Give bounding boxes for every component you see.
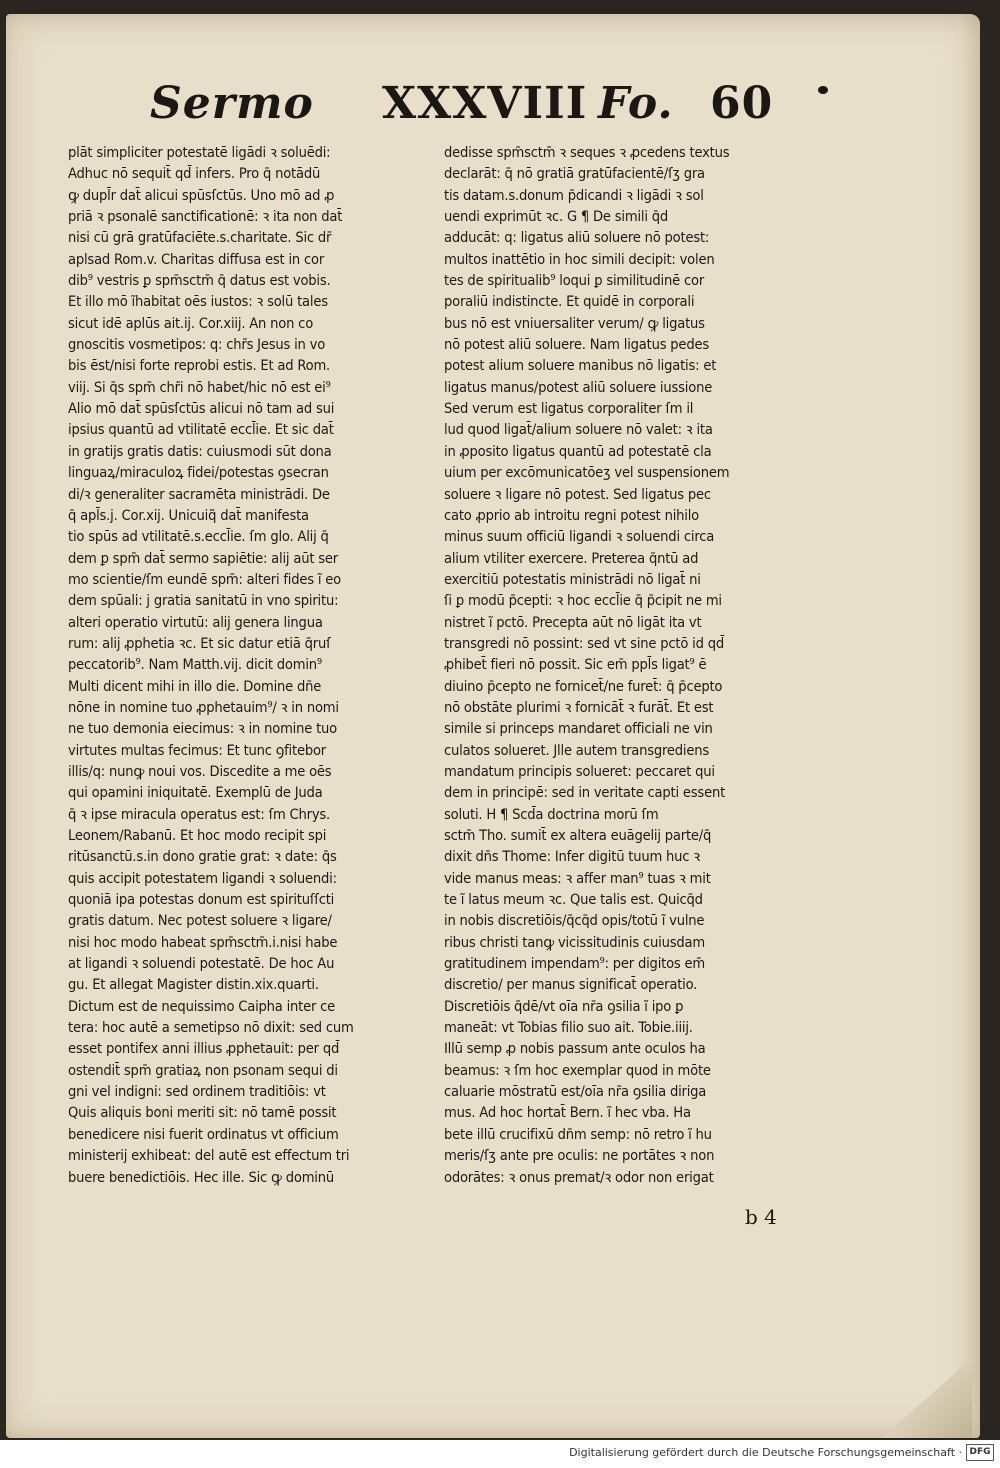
text-line: uendi exprimūt ꝛc. G ¶ De simili q̄d xyxy=(444,208,669,226)
text-line: Multi dicent mihi in illo die. Domine dn̄e xyxy=(68,677,322,695)
text-line: sicut idē aplūs ait.ij. Cor.xiij. An non co xyxy=(68,314,314,332)
text-line: alteri operatio virtutū: alij genera lingua xyxy=(68,613,323,631)
text-line: uium per excōmunicatōeʒ vel suspensionem xyxy=(444,464,730,482)
text-line: gratis datum. Nec potest soluere ꝛ ligare/ xyxy=(68,912,332,930)
text-line: meris/ſʒ ante pre oculis: ne portātes ꝛ non xyxy=(444,1147,715,1165)
text-line: bis ēst/nisi forte reprobi estis. Et ad Rom. xyxy=(68,357,331,375)
text-line: nisi cū grā gratūfaciēte.s.charitate. Sic dr̄ xyxy=(68,229,332,247)
text-line: soluti. H ¶ Scd̄a doctrina morū ſm xyxy=(444,805,659,823)
text-line: aplsad Rom.v. Charitas diffusa est in cor xyxy=(68,250,325,268)
text-line: vide manus meas: ꝛ affer man⁹ tuas ꝛ mit xyxy=(444,869,711,887)
text-line: in nobis discretiōis/q̄cq̄d opis/totū ĩ vulne xyxy=(444,912,705,930)
text-line: caluarie mōstratū est/oīa nr̄a ꝯsilia diriga xyxy=(444,1083,707,1101)
dfg-logo: DFG xyxy=(966,1444,994,1461)
text-line: potest alium soluere manibus nō ligatis: et xyxy=(444,357,717,375)
running-head-folio-label: Fo. xyxy=(598,78,674,129)
text-line: Illū semp ꝓ nobis passum ante oculos ha xyxy=(444,1040,706,1058)
text-line: culatos solueret. Jlle autem transgrediens xyxy=(444,741,710,759)
folio-number: 60 xyxy=(710,78,774,129)
text-line: ſi ꝑ modū p̄cepti: ꝛ hoc eccl̄ie q̄ p̄cipit ne mi xyxy=(444,592,722,610)
text-line: adducāt: q: ligatus aliū soluere nō potest: xyxy=(444,229,710,247)
text-line: priā ꝛ psonalē sanctificationē: ꝛ ita non dat̄ xyxy=(68,208,343,226)
text-line: dem ꝑ spm̄ dat̄ sermo sapiētie: alij aūt ser xyxy=(68,549,338,567)
text-line: buere benedictiōis. Hec ille. Sic ꝙ dominū xyxy=(68,1168,335,1186)
text-line: diuino p̄cepto ne fornicet̄/ne furet̄: q̄ p̄cepto xyxy=(444,677,723,695)
text-line: Leonem/Rabanū. Et hoc modo recipit spi xyxy=(68,827,327,844)
text-line: tera: hoc autē a semetipso nō dixit: sed cum xyxy=(68,1019,354,1037)
text-line: rum: alij ꝓphetia ꝛc. Et sic datur etiā q̄ruſ xyxy=(68,634,331,652)
text-line: bete illū crucifixū dn̄m semp: nō retro ĩ hu xyxy=(444,1125,712,1143)
running-head xyxy=(150,78,800,138)
text-column-right xyxy=(444,142,816,1188)
text-line: Dictum est de nequissimo Caipha inter ce xyxy=(68,997,336,1015)
text-line: q̄ ꝛ ipse miracula operatus est: ſm Chrys. xyxy=(68,805,331,823)
text-line: dib⁹ vestris ꝑ spm̄sctm̄ q̄ datus est vobis. xyxy=(68,272,331,290)
text-line: soluere ꝛ ligare nō potest. Sed ligatus pec xyxy=(444,485,711,503)
text-line: ipsius quantū ad vtilitatē eccl̄ie. Et sic dat̄ xyxy=(68,421,334,439)
text-line: Et illo mō ĩhabitat oēs iustos: ꝛ solū tales xyxy=(68,293,328,311)
text-column-left xyxy=(68,142,430,1188)
running-head-sermon-number: XXXVIII xyxy=(382,78,588,129)
text-line: gnoscitis vosmetipos: q: chr̄s Jesus in vo xyxy=(68,336,326,354)
text-line: virtutes multas fecimus: Et tunc ꝯfitebor xyxy=(68,741,326,759)
text-line: bus nō est vniuersaliter verum/ ꝙ ligatus xyxy=(444,314,705,332)
text-line: simile si princeps mandaret officiali ne vin xyxy=(444,720,713,738)
text-line: viij. Si q̄s spm̄ chr̄i nō habet/hic nō est ei⁹ xyxy=(68,378,331,396)
text-line: alium vtiliter exercere. Preterea q̄ntū ad xyxy=(444,549,699,567)
text-line: in gratijs gratis datis: cuiusmodi sūt dona xyxy=(68,442,332,460)
text-line: di/ꝛ generaliter sacramēta ministrādi. De xyxy=(68,485,330,503)
text-line: dem in principē: sed in veritate capti essent xyxy=(444,784,726,802)
text-line: linguaꝝ/miraculoꝝ fidei/potestas ꝯsecran xyxy=(68,464,329,482)
text-line: multos inattētio in hoc simili decipit: volen xyxy=(444,250,715,268)
text-line: Sed verum est ligatus corporaliter ſm il xyxy=(444,400,694,418)
text-line: quoniā ipa potestas donum est spirituſſcti xyxy=(68,891,335,909)
text-line: nisi hoc modo habeat spm̄sctm̄.i.nisi habe xyxy=(68,933,338,951)
running-head-title: Sermo xyxy=(150,78,314,129)
text-line: benedicere nisi fuerit ordinatus vt officium xyxy=(68,1125,339,1143)
text-line: quis accipit potestatem ligandi ꝛ soluendi: xyxy=(68,869,337,887)
text-line: mus. Ad hoc hortat̄ Bern. ĩ hec vba. Ha xyxy=(444,1104,691,1122)
text-line: tis datam.s.donum p̄dicandi ꝛ ligādi ꝛ sol xyxy=(444,186,704,204)
text-line: te ĩ latus meum ꝛc. Que talis est. Quicq̄d xyxy=(444,891,703,909)
text-line: Adhuc nō sequit̄ qd̄ infers. Pro q̄ notādū xyxy=(68,165,321,183)
text-line: plāt simpliciter potestatē ligādi ꝛ soluēdi: xyxy=(68,144,331,161)
text-line: poraliū indistincte. Et quidē in corporali xyxy=(444,293,695,311)
footer-bar xyxy=(0,1440,1000,1468)
text-line: Discretiōis q̄dē/vt oīa nr̄a ꝯsilia ĩ ipo ꝑ xyxy=(444,997,684,1015)
text-line: gu. Et allegat Magister distin.xix.quarti. xyxy=(68,976,319,994)
text-line: beamus: ꝛ ſm hoc exemplar quod in mōte xyxy=(444,1061,711,1079)
text-line: peccatorib⁹. Nam Matth.vij. dicit domin⁹ xyxy=(68,656,322,674)
text-line: dedisse spm̄sctm̄ ꝛ seques ꝛ ꝓcedens textus xyxy=(444,144,730,161)
text-line: ministerij exhibeat: del autē est effectum tri xyxy=(68,1147,350,1165)
text-line: discretio/ per manus significat̄ operatio. xyxy=(444,976,698,994)
text-line: cato ꝓprio ab introitu regni potest nihilo xyxy=(444,506,700,524)
text-line: nō obstāte plurimi ꝛ fornicāt̄ ꝛ furāt̄. Et est xyxy=(444,698,714,716)
ink-dot xyxy=(818,86,828,94)
text-line: ligatus manus/potest aliū soluere iussione xyxy=(444,378,713,396)
signature-mark: b 4 xyxy=(745,1205,777,1229)
footer-credit: Digitalisierung gefördert durch die Deutsche Forschungsgemeinschaft · xyxy=(569,1446,962,1459)
text-line: nō potest aliū soluere. Nam ligatus pedes xyxy=(444,336,709,354)
text-line: maneāt: vt Tobias filio suo ait. Tobie.iiij. xyxy=(444,1019,693,1037)
text-line: lud quod ligat̄/alium soluere nō valet: ꝛ ita xyxy=(444,421,713,439)
text-line: transgredi nō possint: sed vt sine pctō id qd̄ xyxy=(444,634,724,652)
text-line: tes de spiritualib⁹ loqui ꝑ similitudinē cor xyxy=(444,272,705,290)
text-line: nistret ĩ pctō. Precepta aūt nō ligāt ita vt xyxy=(444,613,702,631)
text-line: q̄ apl̄s.j. Cor.xij. Unicuiq͂ dat̄ manifesta xyxy=(68,506,309,524)
text-line: qui opamini iniquitatē. Exemplū de Juda xyxy=(68,784,323,802)
text-line: ꝓhibet̄ fieri nō possit. Sic em̄ ppl̄s ligat⁹ ē xyxy=(444,656,707,674)
text-line: dixit dn̄s Thome: Infer digitū tuum huc ꝛ xyxy=(444,848,700,866)
text-line: at ligandi ꝛ soluendi potestatē. De hoc Au xyxy=(68,955,335,973)
text-line: in ꝓposito ligatus quantū ad potestatē cla xyxy=(444,442,712,460)
text-line: ostendit̄ spm̄ gratiaꝝ non psonam sequi di xyxy=(68,1061,338,1079)
text-line: exercitiū potestatis ministrādi nō ligat̄ ni xyxy=(444,570,701,588)
text-line: ꝙ dupl̄r dat̄ alicui spūsſctūs. Uno mō ad ꝓ xyxy=(68,186,335,204)
text-line: gratitudinem impendam⁹: per digitos em̄ xyxy=(444,955,706,973)
text-line: Alio mō dat̄ spūsſctūs alicui nō tam ad sui xyxy=(68,400,335,418)
page-corner-curl xyxy=(882,1358,972,1438)
text-line: ritūsanctū.s.in dono gratie grat: ꝛ date: q̄s xyxy=(68,848,337,866)
text-line: sctm̄ Tho. sumit̄ ex altera euāgelij parte/q̄ xyxy=(444,827,712,844)
text-line: illis/q: nunꝙ noui vos. Discedite a me oēs xyxy=(68,762,332,780)
text-line: Quis aliquis boni meriti sit: nō tamē possit xyxy=(68,1104,337,1122)
text-line: esset pontifex anni illius ꝓphetauit: per qd̄ xyxy=(68,1040,340,1058)
text-line: mandatum principis solueret: peccaret qui xyxy=(444,762,715,780)
text-line: ribus christi tanꝙ vicissitudinis cuiusdam xyxy=(444,933,705,951)
text-line: tio spūs ad vtilitatē.s.eccl̄ie. ſm glo. Alij q̄ xyxy=(68,528,329,546)
text-line: gni vel indigni: sed ordinem traditiōis: vt xyxy=(68,1083,326,1101)
text-line: mo scientie/ſm eundē spm̄: alteri fides ĩ eo xyxy=(68,570,342,588)
text-line: dem spūali: j gratia sanitatū in vno spiritu: xyxy=(68,592,339,610)
text-line: nōne in nomine tuo ꝓphetauim⁹/ ꝛ in nomi xyxy=(68,698,339,716)
text-line: minus suum officiū ligandi ꝛ soluendi circa xyxy=(444,528,715,546)
text-line: odorātes: ꝛ onus premat/ꝛ odor non erigat xyxy=(444,1168,714,1186)
text-line: declarāt: q̄ nō gratiā gratūfacientē/ſʒ gra xyxy=(444,165,705,183)
text-line: ne tuo demonia eiecimus: ꝛ in nomine tuo xyxy=(68,720,337,738)
